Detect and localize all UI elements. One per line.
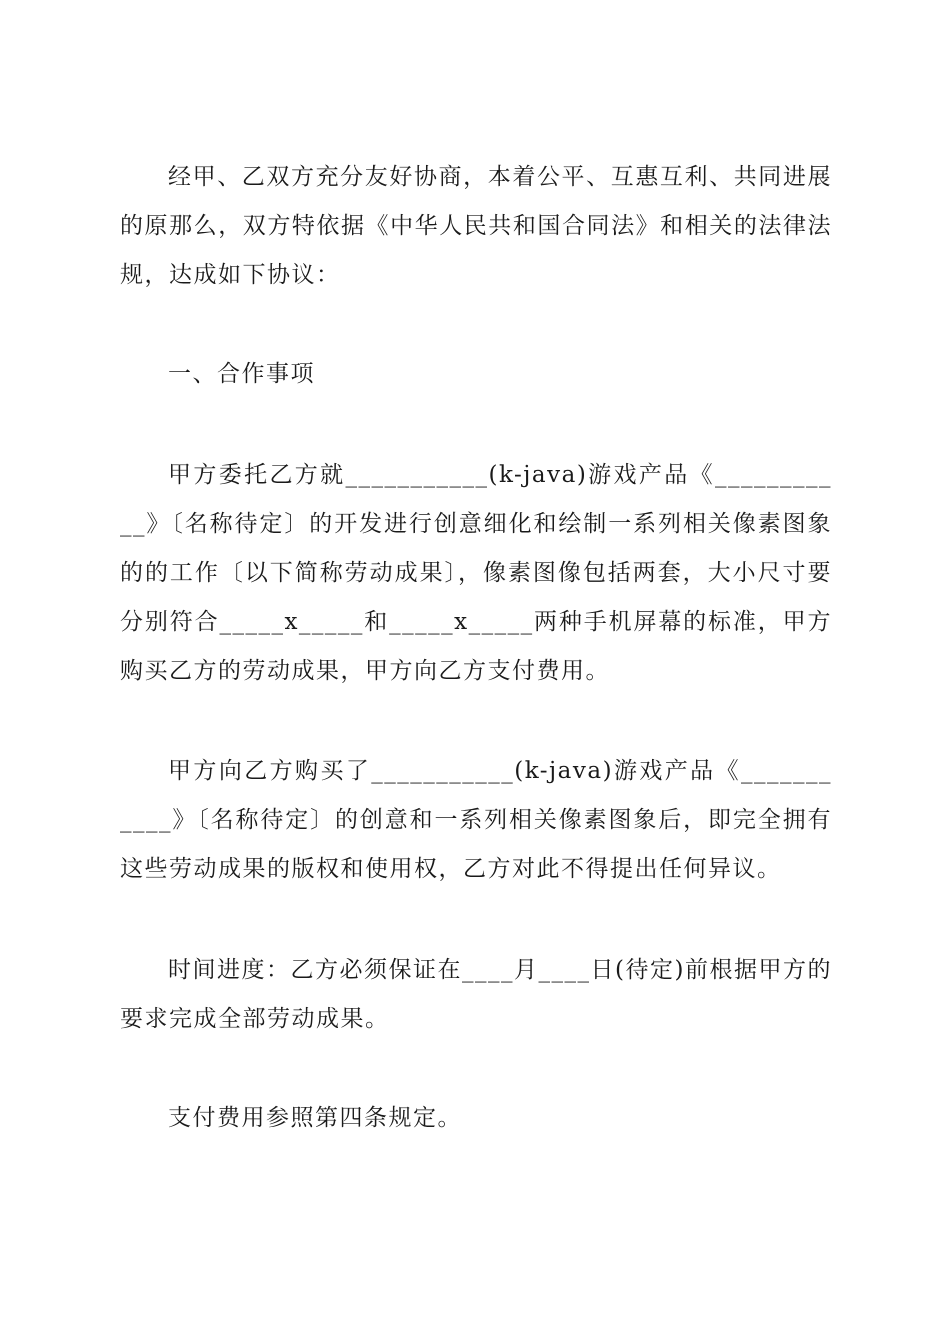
section-heading-cooperation: 一、合作事项 bbox=[168, 361, 315, 387]
intro-paragraph: 经甲、乙双方充分友好协商，本着公平、互惠互利、共同进展的原那么，双方特依据《中华人民共和国合同法》和相关的法律法规，达成如下协议： bbox=[120, 164, 832, 288]
schedule-paragraph: 时间进度：乙方必须保证在____月____日(待定)前根据甲方的要求完成全部劳动成果。 bbox=[120, 957, 832, 1032]
payment-paragraph: 支付费用参照第四条规定。 bbox=[168, 1105, 462, 1131]
commission-paragraph: 甲方委托乙方就___________(k-java)游戏产品《___________》〔名称待定〕的开发进行创意细化和绘制一系列相关像素图象的的工作〔以下简称劳动成果〕，像素图像包括两套，大小尺寸要分别符合_____x_____和_____x_____两种手机屏幕的标准，甲方购买乙方的劳动成果，甲方向乙方支付费用。 bbox=[120, 462, 832, 684]
copyright-paragraph: 甲方向乙方购买了___________(k-java)游戏产品《___________》〔名称待定〕的创意和一系列相关像素图象后，即完全拥有这些劳动成果的版权和使用权，乙方对此不得提出任何异议。 bbox=[120, 758, 832, 882]
